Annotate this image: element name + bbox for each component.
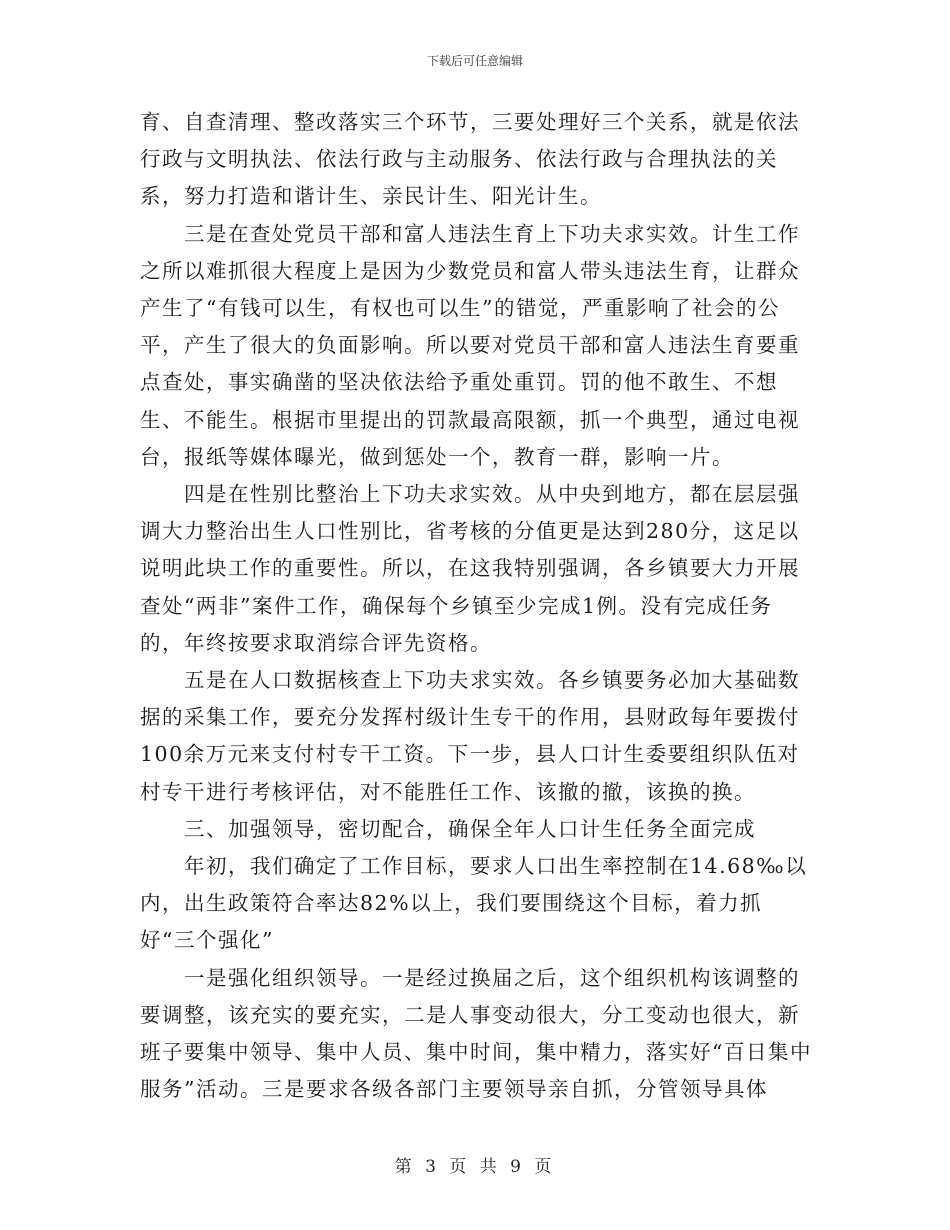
paragraph-point-five: 五是在人口数据核查上下功夫求实效。各乡镇要务必加大基础数据的采集工作，要充分发挥村级计生专干的作用，县财政每年要拨付100余万元来支付村专干工资。下一步，县人口计生委要组织队伍对村专干进行考核评估，对不能胜任工作、该撤的撤，该换的换。 <box>140 668 800 804</box>
page-header: 下载后可任意编辑 <box>426 54 523 68</box>
paragraph-organization-leadership: 一是强化组织领导。一是经过换届之后，这个组织机构该调整的要调整，该充实的要充实，二是人事变动很大，分工变动也很大，新班子要集中领导、集中人员、集中时间，集中精力，落实好“百日集中服务”活动。三是要求各级各部门主要领导亲自抓，分管领导具体 <box>140 965 812 1102</box>
paragraph-point-three: 三是在查处党员干部和富人违法生育上下功夫求实效。计生工作之所以难抓很大程度上是因为少数党员和富人带头违法生育，让群众产生了“有钱可以生，有权也可以生”的错觉，严重影响了社会的公平，产生了很大的负面影响。所以要对党员干部和富人违法生育要重点查处，事实确凿的坚决依法给予重处重罚。罚的他不敢生、不想生、不能生。根据市里提出的罚款最高限额，抓一个典型，通过电视台，报纸等媒体曝光，做到惩处一个，教育一群，影响一片。 <box>140 221 800 469</box>
page-footer: 第 3 页 共 9 页 <box>394 1157 556 1177</box>
paragraph-continuation: 育、自查清理、整改落实三个环节，三要处理好三个关系，就是依法行政与文明执法、依法行政与主动服务、依法行政与合理执法的关系，努力打造和谐计生、亲民计生、阳光计生。 <box>140 110 800 209</box>
document-body <box>140 104 812 1108</box>
section-heading-three: 三、加强领导，密切配合，确保全年人口计生任务全面完成 <box>184 816 756 841</box>
paragraph-point-four: 四是在性别比整治上下功夫求实效。从中央到地方，都在层层强调大力整治出生人口性别比，省考核的分值更是达到280分，这足以说明此块工作的重要性。所以，在这我特别强调，各乡镇要大力开展查处“两非”案件工作，确保每个乡镇至少完成1例。没有完成任务的，年终按要求取消综合评先资格。 <box>140 482 800 655</box>
paragraph-annual-goals: 年初，我们确定了工作目标，要求人口出生率控制在14.68‰以内，出生政策符合率达82%以上，我们要围绕这个目标，着力抓好“三个强化” <box>140 854 808 953</box>
